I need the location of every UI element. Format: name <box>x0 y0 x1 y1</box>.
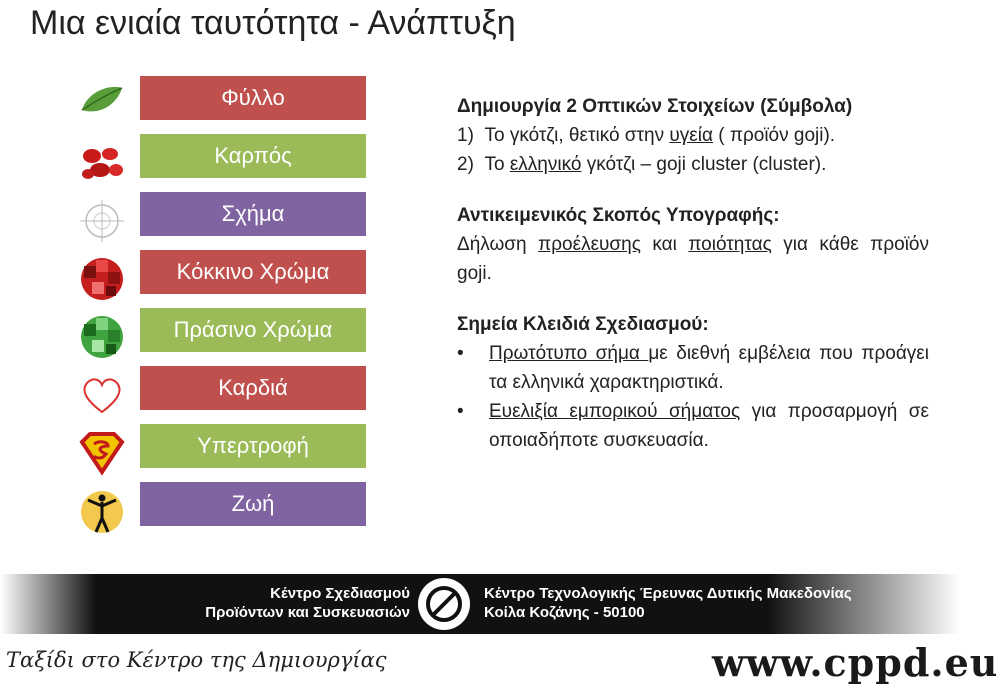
footer-left-text: Κέντρο Σχεδιασμού Προϊόντων και Συσκευασιών <box>205 585 410 621</box>
footer-banner <box>0 574 960 634</box>
item-red <box>78 250 368 308</box>
bullet-item-2: • Ευελιξία εμπορικού σήματος για προσαρμογή σε οποιαδήποτε συσκευασία. <box>457 397 929 455</box>
item-bar: Καρδιά <box>140 366 366 410</box>
item-bar: Ζωή <box>140 482 366 526</box>
item-bar: Πράσινο Χρώμα <box>140 308 366 352</box>
green-mosaic-icon <box>78 314 126 360</box>
red-mosaic-icon <box>78 256 126 302</box>
item-shape <box>78 192 368 250</box>
bullet-item-1: • Πρωτότυπο σήμα με διεθνή εμβέλεια που προάγει τα ελληνικά χαρακτηριστικά. <box>457 339 929 397</box>
item-bar: Καρπός <box>140 134 366 178</box>
content-panel <box>457 92 929 455</box>
objective-text: Δήλωση προέλευσης και ποιότητας για κάθε προϊόν goji. <box>457 234 929 284</box>
superman-shield-icon <box>78 430 126 476</box>
heart-icon <box>78 372 126 418</box>
underlined-text: ελληνικό <box>509 154 582 175</box>
visual-elements-heading: Δημιουργία 2 Οπτικών Στοιχείων (Σύμβολα) <box>457 96 853 117</box>
item-fruit <box>78 134 368 192</box>
numbered-item-2: 2) Το ελληνικό γκότζι – goji cluster (cluster). <box>457 154 827 175</box>
person-sunrise-icon <box>78 488 126 534</box>
item-bar: Σχήμα <box>140 192 366 236</box>
item-superman <box>78 424 368 482</box>
bullet-icon: • <box>457 343 464 364</box>
numbered-item-1: 1) Το γκότζι, θετικό στην υγεία ( προϊόν goji). <box>457 125 836 146</box>
item-life <box>78 482 368 540</box>
website-url: www.cppd.eu <box>712 640 998 685</box>
leaf-icon <box>78 82 126 128</box>
slide-title: Μια ενιαία ταυτότητα - Ανάπτυξη <box>30 4 516 42</box>
item-bar: Υπερτροφή <box>140 424 366 468</box>
key-points-heading: Σημεία Κλειδιά Σχεδιασμού: <box>457 314 709 335</box>
underlined-text: υγεία <box>669 125 713 146</box>
item-green <box>78 308 368 366</box>
item-heart <box>78 366 368 424</box>
objective-heading: Αντικειμενικός Σκοπός Υπογραφής: <box>457 205 780 226</box>
item-leaf <box>78 76 368 134</box>
item-bar: Φύλλο <box>140 76 366 120</box>
symbol-list <box>78 76 368 540</box>
goji-berries-icon <box>78 140 126 186</box>
item-bar: Κόκκινο Χρώμα <box>140 250 366 294</box>
footer-right-text: Κέντρο Τεχνολογικής Έρευνας Δυτικής Μακεδονίας Κοίλα Κοζάνης - 50100 <box>484 585 852 621</box>
slogan-text: Ταξίδι στο Κέντρο της Δημιουργίας <box>6 648 387 672</box>
crosshair-shape-icon <box>78 198 126 244</box>
cppd-logo-icon <box>418 578 470 630</box>
bullet-icon: • <box>457 401 464 422</box>
